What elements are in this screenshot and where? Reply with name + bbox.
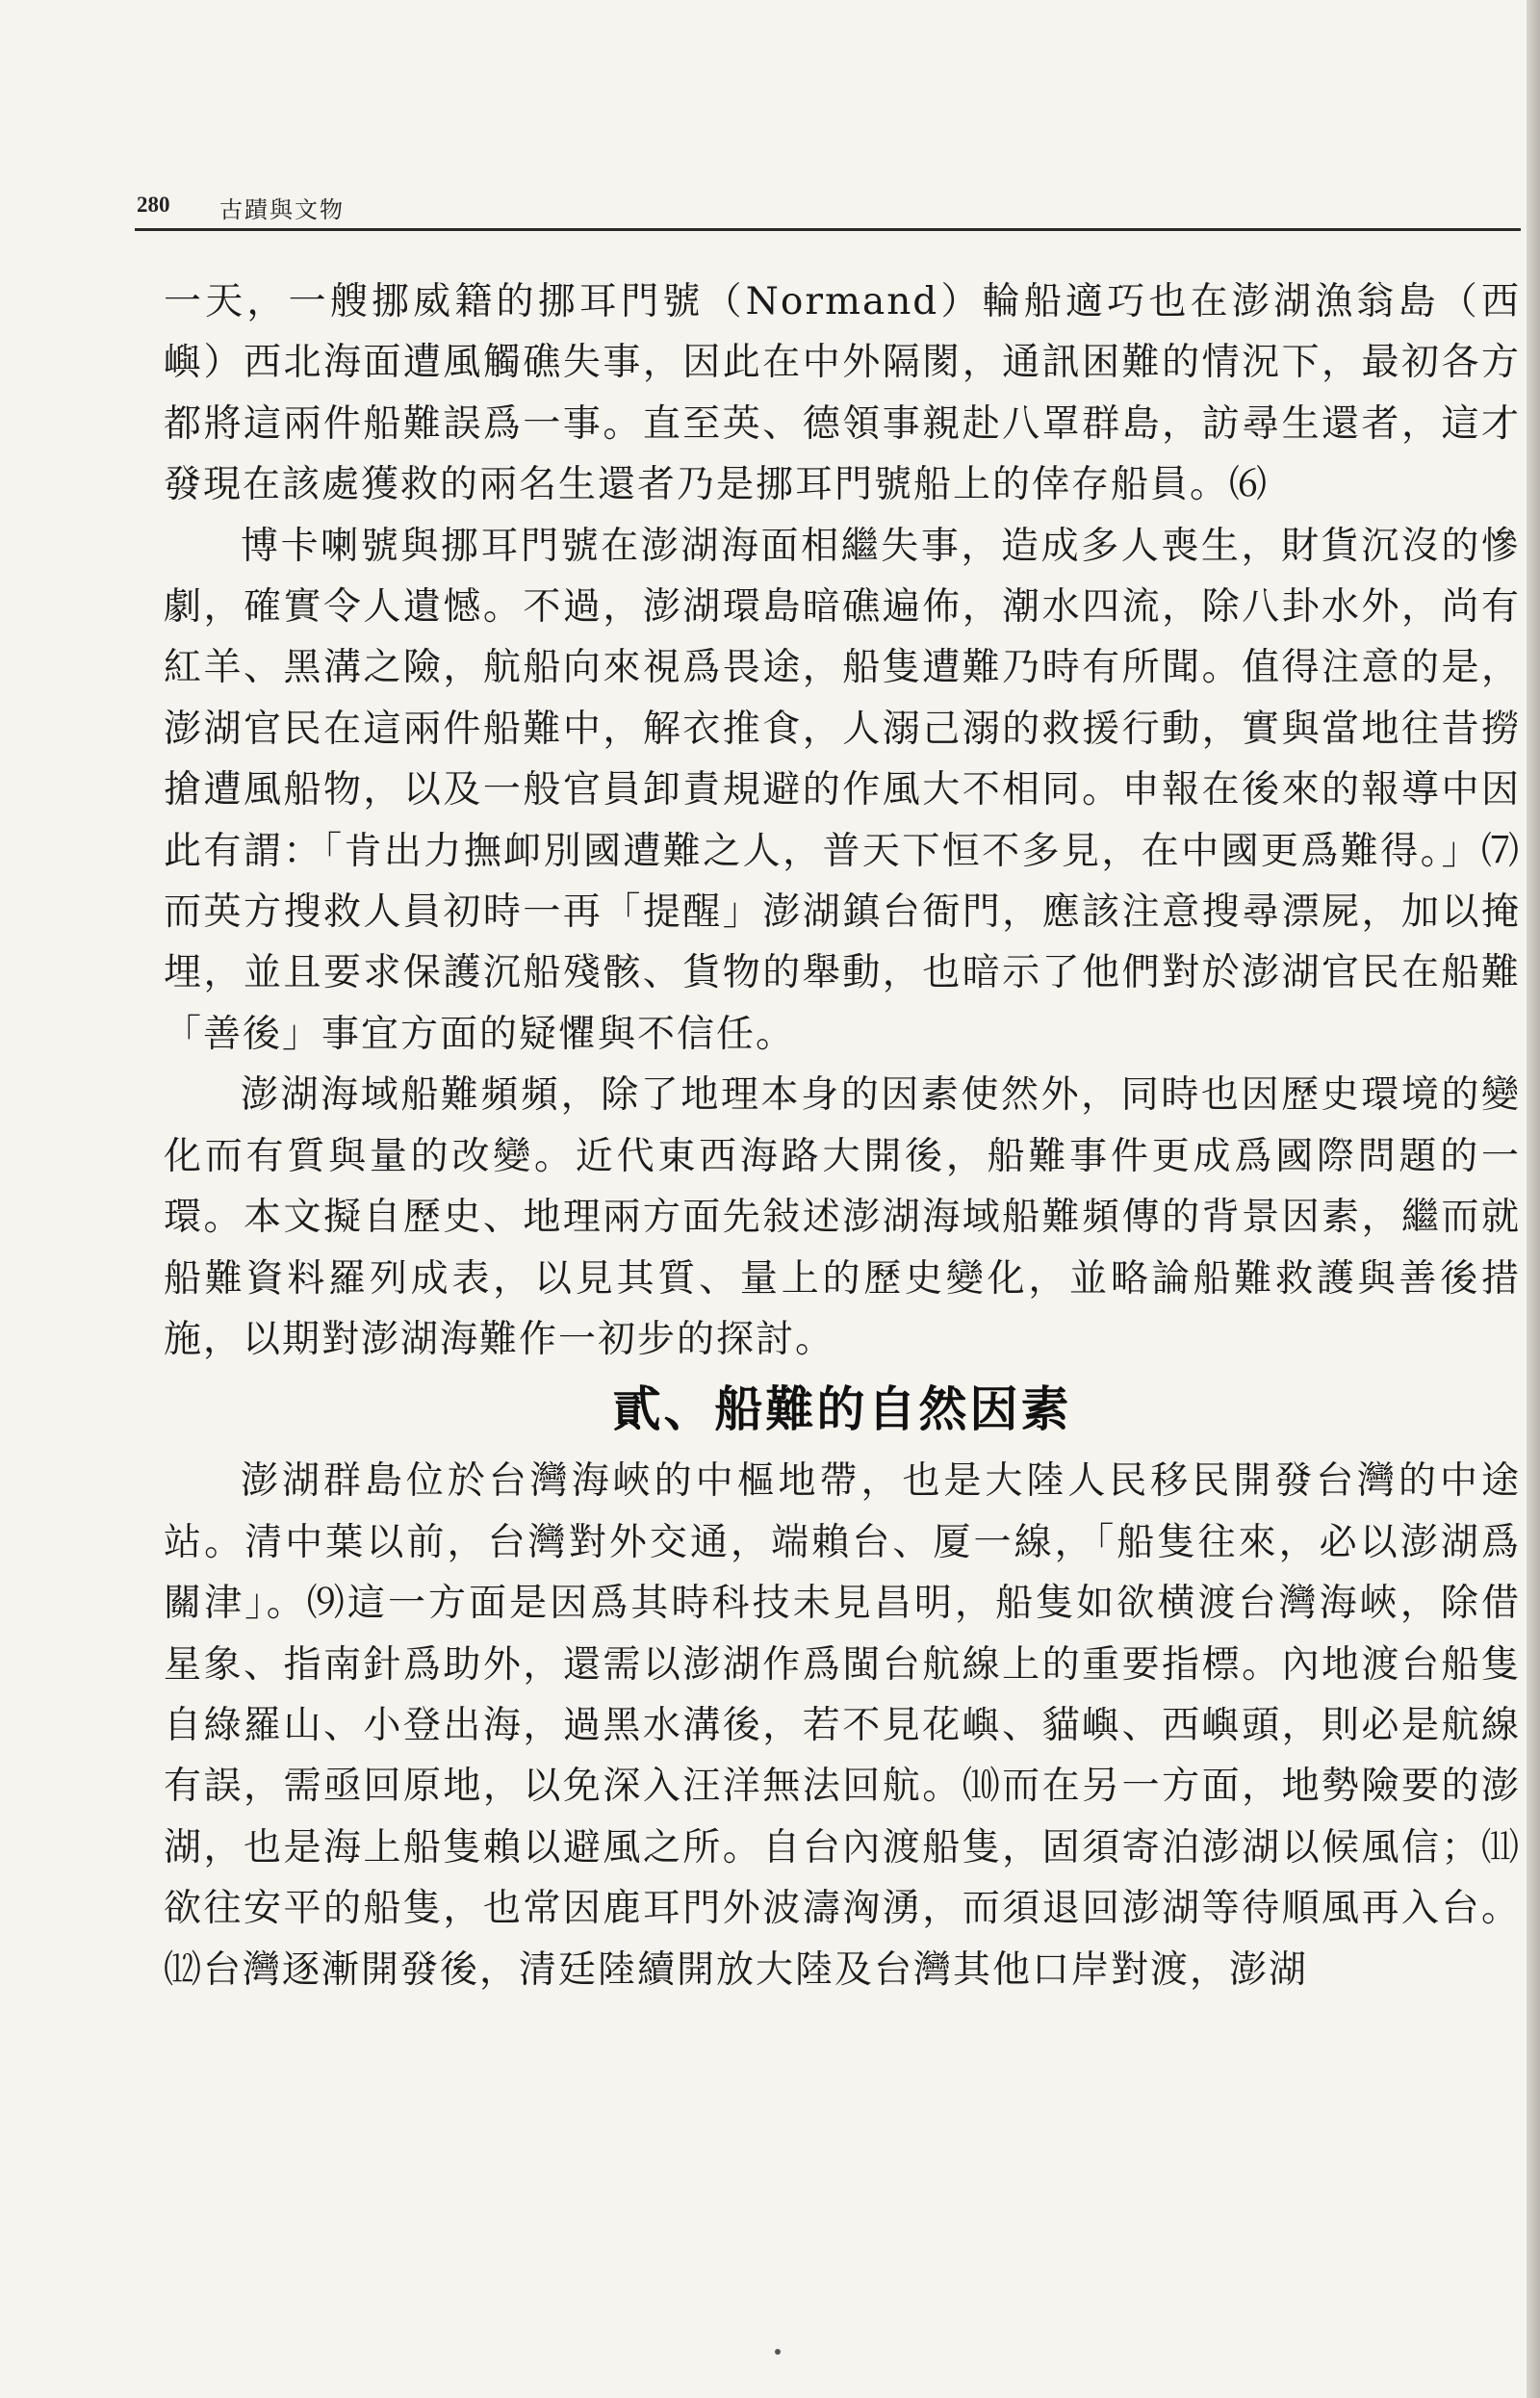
paragraph-2: 博卡喇號與挪耳門號在澎湖海面相繼失事，造成多人喪生，財貨沉沒的慘劇，確實令人遺憾。不過，澎湖環島暗礁遍佈，潮水四流，除八卦水外，尚有紅羊、黑溝之險，航船向來視爲畏途，船隻遭難乃時有所聞。值得注意的是，澎湖官民在這兩件船難中，解衣推食，人溺己溺的救援行動，實與當地往昔撈搶遭風船物，以及一般官員卸責規避的作風大不相同。申報在後來的報導中因此有謂：「肯出力撫卹別國遭難之人，普天下恒不多見，在中國更爲難得。」⑺而英方搜救人員初時一再「提醒」澎湖鎮台衙門，應該注意搜尋漂屍，加以掩埋，並且要求保護沉船殘骸、貨物的舉動，也暗示了他們對於澎湖官民在船難「善後」事宜方面的疑懼與不信任。 <box>164 524 1521 1056</box>
scan-page-edge <box>1527 0 1540 2398</box>
paragraph-1: 一天，一艘挪威籍的挪耳門號（Normand）輪船適巧也在澎湖漁翁島（西嶼）西北海面遭風觸礁失事，因此在中外隔閡，通訊困難的情況下，最初各方都將這兩件船難誤爲一事。直至英、德領事親赴八罩群島，訪尋生還者，這才發現在該處獲救的兩名生還者乃是挪耳門號船上的倖存船員。⑹ <box>164 280 1521 507</box>
paragraph-4: 澎湖群島位於台灣海峽的中樞地帶，也是大陸人民移民開發台灣的中途站。清中葉以前，台灣對外交通，端賴台、厦一線，「船隻往來，必以澎湖爲關津」。⑼這一方面是因爲其時科技未見昌明，船隻如欲横渡台灣海峽，除借星象、指南針爲助外，還需以澎湖作爲閩台航線上的重要指標。內地渡台船隻自綠羅山、小登出海，過黑水溝後，若不見花嶼、貓嶼、西嶼頭，則必是航線有誤，需亟回原地，以免深入汪洋無法回航。⑽而在另一方面，地勢險要的澎湖，也是海上船隻賴以避風之所。自台內渡船隻，固須寄泊澎湖以候風信；⑾欲往安平的船隻，也常因鹿耳門外波濤洶湧，而須退回澎湖等待順風再入台。⑿台灣逐漸開發後，清廷陸續開放大陸及台灣其他口岸對渡，澎湖 <box>164 1459 1521 1992</box>
page-number: 280 <box>137 193 170 217</box>
page-header <box>135 189 1521 231</box>
running-title: 古蹟與文物 <box>219 196 345 223</box>
scan-speck <box>775 2349 781 2355</box>
section-heading: 貳、船難的自然因素 <box>612 1381 1072 1438</box>
body-text <box>164 271 1521 2000</box>
paragraph-3: 澎湖海域船難頻頻，除了地理本身的因素使然外，同時也因歷史環境的變化而有質與量的改變。近代東西海路大開後，船難事件更成爲國際問題的一環。本文擬自歷史、地理兩方面先敍述澎湖海域船難頻傳的背景因素，繼而就船難資料羅列成表，以見其質、量上的歷史變化，並略論船難救護與善後措施，以期對澎湖海難作一初步的探討。 <box>164 1073 1521 1361</box>
header-rule <box>135 228 1521 231</box>
